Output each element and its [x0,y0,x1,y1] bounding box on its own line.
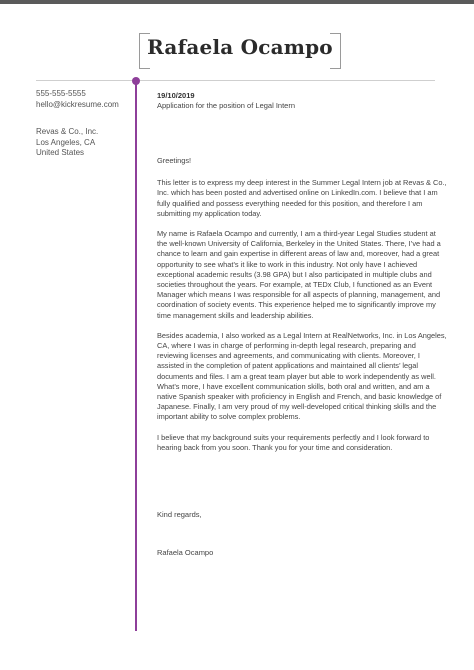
paragraph-experience: Besides academia, I also worked as a Legal Intern at RealNetworks, Inc. in Los Angeles, CA, where I was in charge of performing in-depth legal research, preparing and reviewing licenses and agreements, and communicating with clients. Moreover, I assisted in the completion of patent applications and maintained all clients’ legal documents and files. I am a great team player but able to work independently as well. What’s more, I have excellent communication skills, both oral and written, and am a native Spanish speaker with proficiency in English and French, and basic knowledge of Japanese. Finally, I am very proud of my well-developed critical thinking skills and the important ability to solve complex problems. [157,330,447,422]
recipient-country: United States [36,148,85,157]
header-divider [36,80,435,81]
contact-block [36,89,119,110]
name-frame [139,33,341,67]
email-address: hello@kickresume.com [36,99,119,109]
applicant-name: Rafaela Ocampo [147,35,333,59]
letter-subject: Application for the position of Legal Intern [157,101,296,110]
timeline-dot [132,77,140,85]
closing-phrase: Kind regards, [157,510,202,519]
phone-number: 555-555-5555 [36,89,86,98]
paragraph-intro: This letter is to express my deep interest in the Summer Legal Intern job at Revas & Co., Inc. which has been posted and advertised online on LinkedIn.com. I believe that I am fully qualified and possess everything needed for this position, and therefore I am submitting my application today. [157,178,447,218]
paragraph-education: My name is Rafaela Ocampo and currently, I am a third-year Legal Studies student at the well-known University of California, Berkeley in the United States. There, I’ve had a chance to learn and gain expertise in different areas of law and, moreover, had a great opportunity to see what’s it like to work in this industry. Not only have I achieved exceptional academic results (3.98 GPA) but I also participated in multiple clubs and societies throughout the years. For example, at TEDx Club, I functioned as an Event Manager which means I was responsible for all aspects of planning, management, and coordination of society events. This experience helped me to significantly improve my time management skills and leadership abilities. [157,229,441,320]
recipient-city: Los Angeles, CA [36,137,96,147]
recipient-company: Revas & Co., Inc. [36,127,99,136]
letter-body [157,156,447,463]
signature-name: Rafaela Ocampo [157,548,214,557]
greeting: Greetings! [157,156,192,165]
timeline-line [135,81,137,631]
paragraph-conclusion: I believe that my background suits your requirements perfectly and I look forward to hearing back from you soon. Thank you for your time and consideration. [157,432,430,452]
letter-date: 19/10/2019 [157,91,195,100]
top-bar [0,0,474,4]
recipient-block [36,127,98,159]
